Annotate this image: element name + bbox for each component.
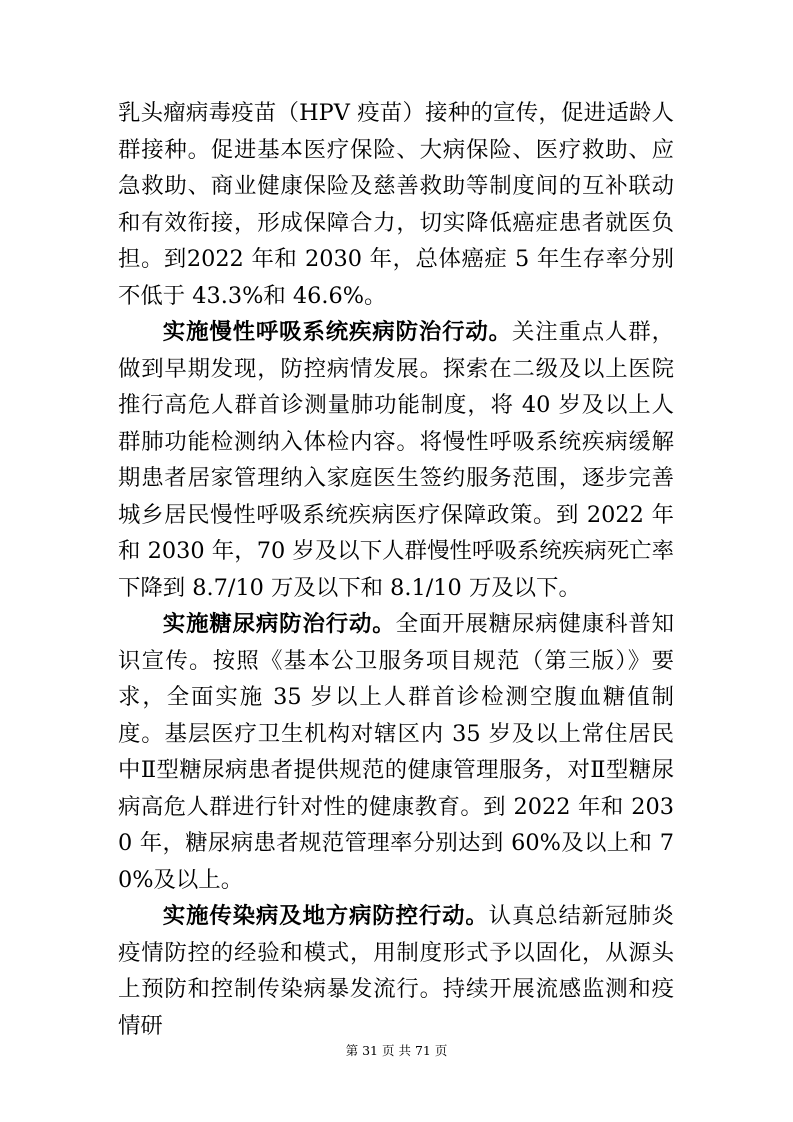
page-footer <box>0 1043 793 1059</box>
paragraph-hpv-continuation <box>118 95 674 314</box>
paragraph-lead: 实施糖尿病防治行动。 <box>162 611 396 637</box>
paragraph-chronic-respiratory <box>118 314 674 606</box>
footer-prefix: 第 <box>345 1043 359 1058</box>
paragraph-text: 关注重点人群，做到早期发现，防控病情发展。探索在二级及以上医院推行高危人群首诊测量肺功能制度，将 40 岁及以上人群肺功能检测纳入体检内容。将慢性呼吸系统疾病缓解期患者居家管理纳入家庭医生签约服务范围，逐步完善城乡居民慢性呼吸系统疾病医疗保障政策。到 2022 年和 2030 年，70 岁及以下人群慢性呼吸系统疾病死亡率下降到 8.7/10 万及以下和 8.1/10 万及以下。 <box>118 319 675 601</box>
paragraph-infectious-disease <box>118 898 674 1044</box>
document-body <box>118 95 674 1044</box>
footer-suffix: 页 <box>434 1043 448 1058</box>
paragraph-text: 全面开展糖尿病健康科普知识宣传。按照《基本公卫服务项目规范（第三版）》要求，全面实施 35 岁以上人群首诊检测空腹血糖值制度。基层医疗卫生机构对辖区内 35 岁及以上常住居民中Ⅱ型糖尿病患者提供规范的健康管理服务，对Ⅱ型糖尿病高危人群进行针对性的健康教育。到 2022 年和 2030 年，糖尿病患者规范管理率分别达到 60%及以上和 70%及以上。 <box>118 611 675 893</box>
paragraph-text: 乳头瘤病毒疫苗（HPV 疫苗）接种的宣传，促进适龄人群接种。促进基本医疗保险、大病保险、医疗救助、应急救助、商业健康保险及慈善救助等制度间的互补联动和有效衔接，形成保障合力，切实降低癌症患者就医负担。到2022 年和 2030 年，总体癌症 5 年生存率分别不低于 43.3%和 46.6%。 <box>118 100 674 309</box>
current-page-number: 31 <box>362 1043 378 1058</box>
paragraph-diabetes <box>118 606 674 898</box>
footer-mid: 页 共 <box>382 1043 411 1058</box>
total-page-count: 71 <box>414 1043 431 1058</box>
paragraph-text: 认真总结新冠肺炎疫情防控的经验和模式，用制度形式予以固化，从源头上预防和控制传染病暴发流行。持续开展流感监测和疫情研 <box>118 903 674 1039</box>
paragraph-lead: 实施传染病及地方病防控行动。 <box>162 903 489 929</box>
paragraph-lead: 实施慢性呼吸系统疾病防治行动。 <box>162 319 512 345</box>
